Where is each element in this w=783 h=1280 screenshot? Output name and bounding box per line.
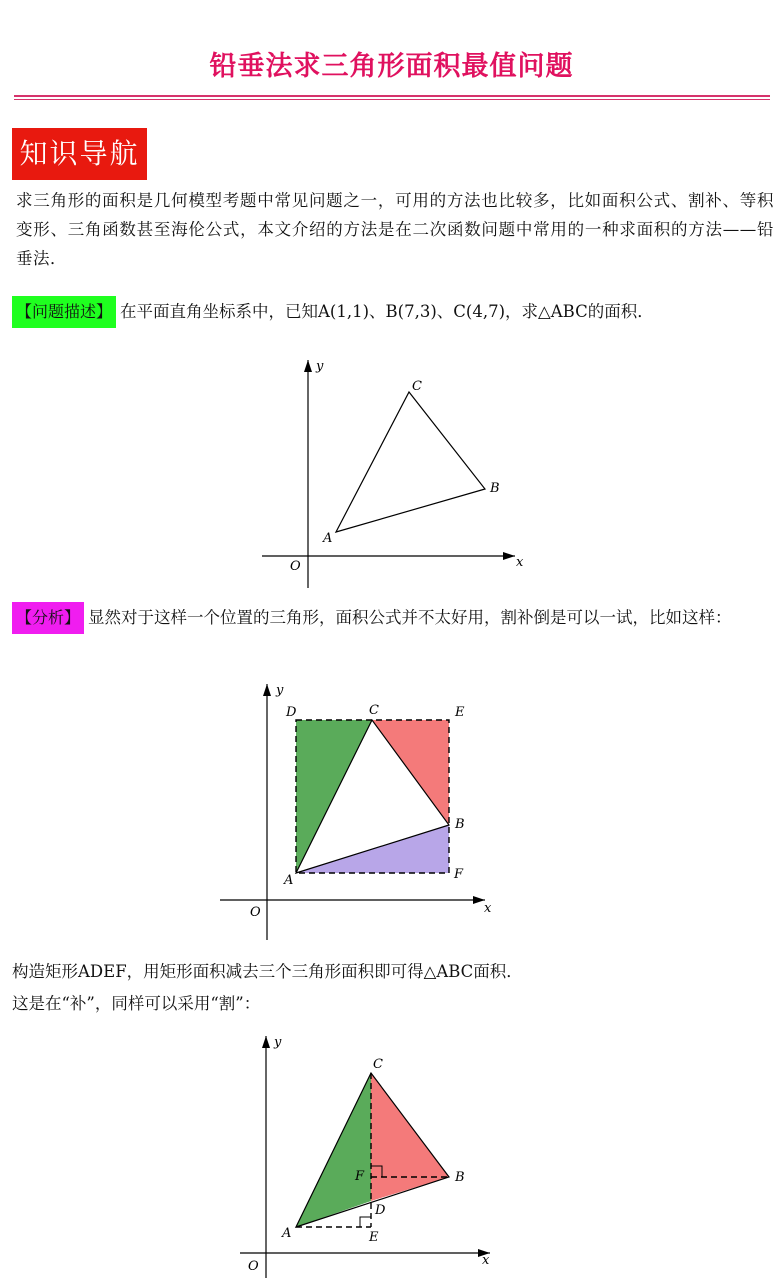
fig1-b-label: B xyxy=(490,481,500,496)
fig2-e-label: E xyxy=(455,705,465,720)
fig2-y-label: y xyxy=(276,683,284,698)
analysis-paragraph xyxy=(12,602,772,634)
fig3-f-label: F xyxy=(355,1169,365,1184)
page-title: 铅垂法求三角形面积最值问题 xyxy=(209,51,574,82)
fig2-f-label: F xyxy=(454,867,464,882)
figure-rectangle-adef xyxy=(0,678,783,948)
fig3-x-label: x xyxy=(482,1253,490,1268)
fig2-d-label: D xyxy=(286,705,297,720)
title-divider xyxy=(14,95,770,97)
cut-intro-line: 这是在“补”，同样可以采用“割”： xyxy=(12,994,261,1013)
intro-paragraph: 求三角形的面积是几何模型考题中常见问题之一，可用的方法也比较多，比如面积公式、割补、等积变形、三角函数甚至海伦公式，本文介绍的方法是在二次函数问题中常用的一种求面积的方法——铅垂法． xyxy=(16,191,774,268)
section-label: 知识导航 xyxy=(12,128,147,180)
fig1-c-label: C xyxy=(412,379,422,394)
analysis-text: 显然对于这样一个位置的三角形，面积公式并不太好用，割补倒是可以一试，比如这样： xyxy=(88,608,732,627)
fig2-x-label: x xyxy=(484,901,492,916)
figure-triangle-abc xyxy=(0,350,783,590)
problem-line xyxy=(12,296,654,328)
problem-text: 在平面直角坐标系中，已知A(1,1)、B(7,3)、C(4,7)，求△ABC的面积． xyxy=(120,302,654,321)
fig2-b-label: B xyxy=(455,817,465,832)
fig1-origin-label: O xyxy=(290,559,301,574)
problem-tag: 【问题描述】 xyxy=(12,296,116,328)
fig2-c-label: C xyxy=(369,703,379,718)
fig3-a-label: A xyxy=(282,1226,292,1241)
fig3-y-label: y xyxy=(274,1035,282,1050)
fig3-b-label: B xyxy=(455,1170,465,1185)
fig1-y-label: y xyxy=(316,359,324,374)
title-divider-thin xyxy=(14,99,770,100)
fig3-e-label: E xyxy=(369,1230,379,1245)
analysis-tag: 【分析】 xyxy=(12,602,84,634)
fig1-a-label: A xyxy=(323,531,333,546)
fig2-origin-label: O xyxy=(250,905,261,920)
fig3-origin-label: O xyxy=(248,1259,259,1274)
fig1-x-label: x xyxy=(516,555,524,570)
construction-line: 构造矩形ADEF，用矩形面积减去三个三角形面积即可得△ABC面积． xyxy=(12,962,523,981)
figure-vertical-cut xyxy=(0,1030,783,1280)
fig3-d-label: D xyxy=(375,1203,386,1218)
fig2-a-label: A xyxy=(284,873,294,888)
fig3-c-label: C xyxy=(373,1057,383,1072)
